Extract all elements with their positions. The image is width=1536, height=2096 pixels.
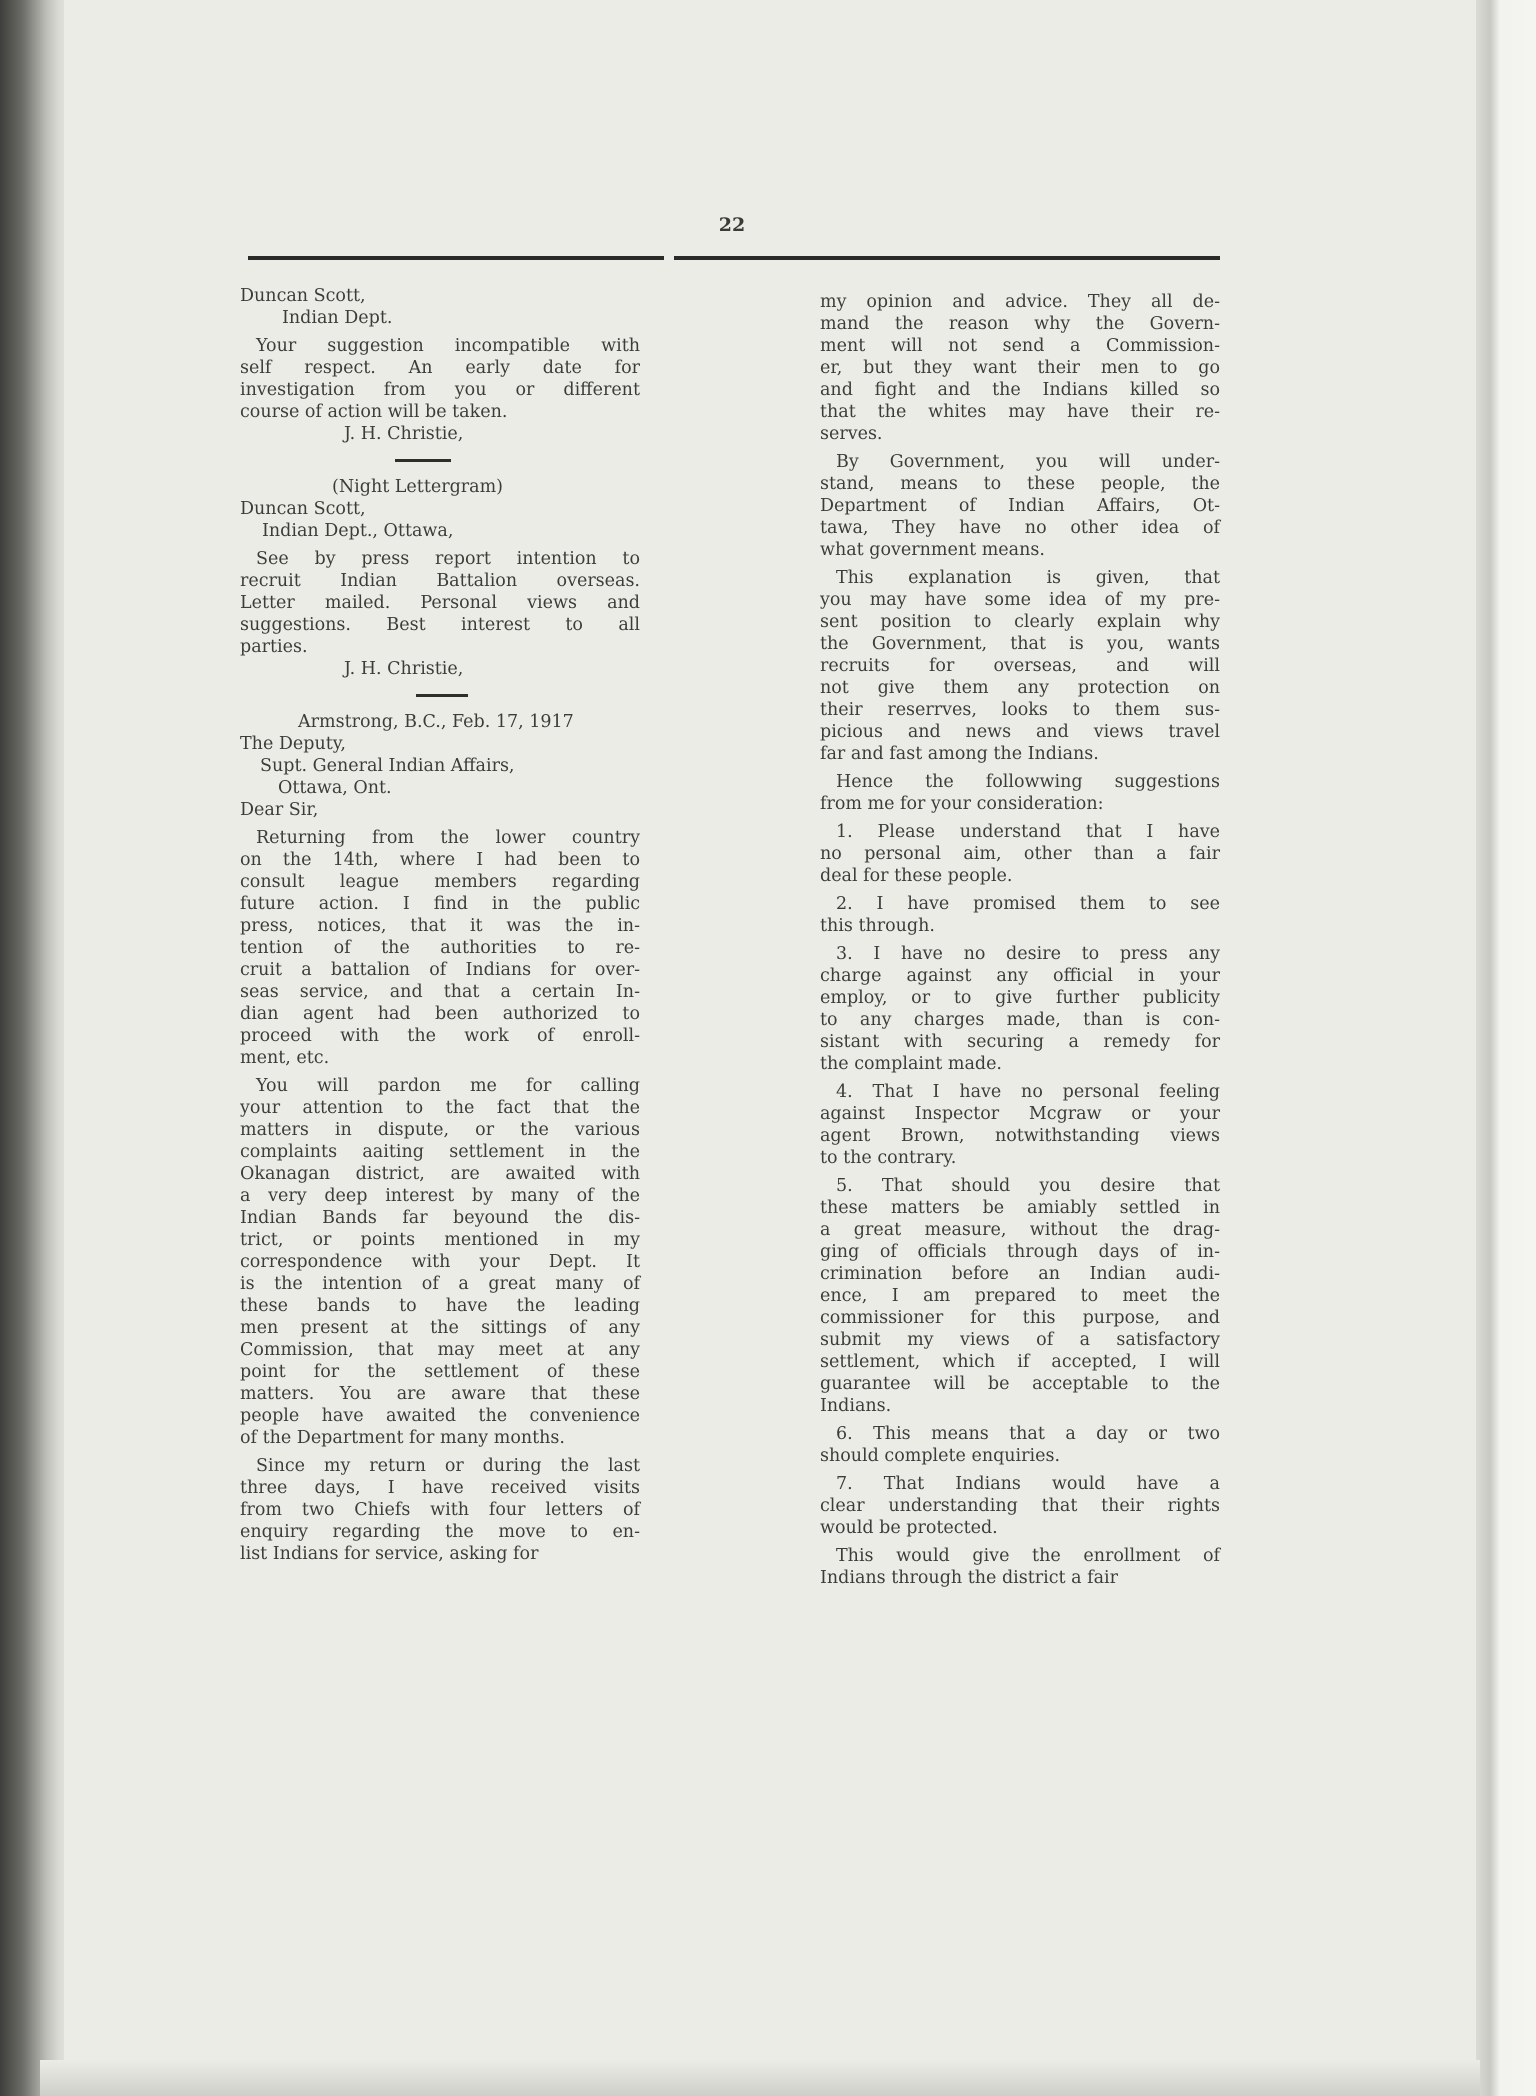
right-column — [820, 285, 1220, 1589]
text-line: recruits for overseas, and will — [820, 656, 1220, 676]
text-line: Supt. General Indian Affairs, — [260, 756, 515, 776]
text-line: three days, I have received visits — [240, 1478, 640, 1498]
text-line: press, notices, that it was the in- — [240, 916, 640, 936]
text-line: these bands to have the leading — [240, 1296, 640, 1316]
text-line: proceed with the work of enroll- — [240, 1026, 640, 1046]
paragraph — [820, 1473, 1220, 1539]
text-line: recruit Indian Battalion overseas. — [240, 571, 640, 591]
text-line: enquiry regarding the move to en- — [240, 1522, 640, 1542]
paragraph — [820, 567, 1220, 765]
left-column — [240, 285, 640, 1565]
text-line: settlement, which if accepted, I will — [820, 1352, 1220, 1372]
text-line: Indian Dept. — [282, 308, 393, 328]
text-line: Indian Bands far beyound the dis- — [240, 1208, 640, 1228]
document-page — [64, 0, 1476, 2096]
text-line: of the Department for many months. — [240, 1428, 565, 1448]
text-line: clear understanding that their rights — [820, 1496, 1220, 1516]
text-line: crimination before an Indian audi- — [820, 1264, 1220, 1284]
text-line: 5. That should you desire that — [836, 1176, 1220, 1196]
text-line: from me for your consideration: — [820, 794, 1104, 814]
text-line: the complaint made. — [820, 1054, 1002, 1074]
text-line: employ, or to give further publicity — [820, 988, 1220, 1008]
paragraph — [820, 771, 1220, 815]
text-line: suggestions. Best interest to all — [240, 615, 640, 635]
separator-rule — [416, 694, 468, 697]
paragraph — [240, 1075, 640, 1449]
paragraph — [820, 451, 1220, 561]
text-line: 4. That I have no personal feeling — [836, 1082, 1220, 1102]
text-line: their reserrves, looks to them sus- — [820, 700, 1220, 720]
text-line: Okanagan district, are awaited with — [240, 1164, 640, 1184]
text-line: to the contrary. — [820, 1148, 957, 1168]
page-number: 22 — [718, 214, 746, 236]
text-line: a great measure, without the drag- — [820, 1220, 1220, 1240]
text-line: Armstrong, B.C., Feb. 17, 1917 — [298, 712, 574, 732]
text-line: that the whites may have their re- — [820, 402, 1220, 422]
text-line: investigation from you or different — [240, 380, 640, 400]
paragraph — [240, 335, 640, 423]
text-line: would be protected. — [820, 1518, 998, 1538]
text-line: er, but they want their men to go — [820, 358, 1220, 378]
separator-rule — [395, 459, 451, 462]
text-line: 1. Please understand that I have — [836, 822, 1220, 842]
text-line: tawa, They have no other idea of — [820, 518, 1220, 538]
paragraph — [820, 1545, 1220, 1589]
paragraph — [820, 291, 1220, 445]
text-line: Duncan Scott, — [240, 286, 366, 306]
text-line: You will pardon me for calling — [256, 1076, 640, 1096]
text-line: stand, means to these people, the — [820, 474, 1220, 494]
text-line: 2. I have promised them to see — [836, 894, 1220, 914]
text-line: and fight and the Indians killed so — [820, 380, 1220, 400]
text-line: men present at the sittings of any — [240, 1318, 640, 1338]
paragraph — [820, 1081, 1220, 1169]
paragraph — [820, 893, 1220, 937]
text-line: the Government, that is you, wants — [820, 634, 1220, 654]
paragraph — [240, 1455, 640, 1565]
text-line: a very deep interest by many of the — [240, 1186, 640, 1206]
text-line: self respect. An early date for — [240, 358, 640, 378]
text-line: J. H. Christie, — [344, 424, 464, 444]
text-line: my opinion and advice. They all de- — [820, 292, 1220, 312]
text-line: your attention to the fact that the — [240, 1098, 640, 1118]
text-line: tention of the authorities to re- — [240, 938, 640, 958]
paragraph — [240, 548, 640, 658]
text-line: Returning from the lower country — [256, 828, 640, 848]
text-line: consult league members regarding — [240, 872, 640, 892]
text-line: ging of officials through days of in- — [820, 1242, 1220, 1262]
text-line: mand the reason why the Govern- — [820, 314, 1220, 334]
paragraph — [820, 1175, 1220, 1417]
text-line: The Deputy, — [240, 734, 346, 754]
text-line: correspondence with your Dept. It — [240, 1252, 640, 1272]
text-line: dian agent had been authorized to — [240, 1004, 640, 1024]
text-line: matters. You are aware that these — [240, 1384, 640, 1404]
page-edge-shadow — [1476, 0, 1536, 2096]
text-line: Letter mailed. Personal views and — [240, 593, 640, 613]
text-line: submit my views of a satisfactory — [820, 1330, 1220, 1350]
text-line: commissioner for this purpose, and — [820, 1308, 1220, 1328]
text-line: ence, I am prepared to meet the — [820, 1286, 1220, 1306]
text-line: Duncan Scott, — [240, 499, 366, 519]
text-line: deal for these people. — [820, 866, 1013, 886]
text-line: far and fast among the Indians. — [820, 744, 1099, 764]
paragraph — [240, 827, 640, 1069]
text-line: no personal aim, other than a fair — [820, 844, 1220, 864]
paragraph — [820, 821, 1220, 887]
text-line: charge against any official in your — [820, 966, 1220, 986]
text-line: J. H. Christie, — [344, 659, 464, 679]
text-line: Your suggestion incompatible with — [256, 336, 640, 356]
text-line: picious and news and views travel — [820, 722, 1220, 742]
text-line: serves. — [820, 424, 883, 444]
text-line: See by press report intention to — [256, 549, 640, 569]
bottom-shadow — [40, 2060, 1480, 2096]
text-line: this through. — [820, 916, 935, 936]
text-line: ment will not send a Commission- — [820, 336, 1220, 356]
text-line: By Government, you will under- — [836, 452, 1220, 472]
text-line: you may have some idea of my pre- — [820, 590, 1220, 610]
text-line: sistant with securing a remedy for — [820, 1032, 1220, 1052]
text-line: Indian Dept., Ottawa, — [262, 521, 454, 541]
text-line: to any charges made, than is con- — [820, 1010, 1220, 1030]
text-line: Ottawa, Ont. — [278, 778, 392, 798]
text-line: Department of Indian Affairs, Ot- — [820, 496, 1220, 516]
text-line: from two Chiefs with four letters of — [240, 1500, 640, 1520]
text-line: future action. I find in the public — [240, 894, 640, 914]
header-rule-right — [674, 256, 1220, 260]
text-line: This would give the enrollment of — [836, 1546, 1220, 1566]
paragraph — [820, 943, 1220, 1075]
text-line: parties. — [240, 637, 308, 657]
text-line: 7. That Indians would have a — [836, 1474, 1220, 1494]
paragraph — [820, 1423, 1220, 1467]
text-line: Indians. — [820, 1396, 892, 1416]
text-line: on the 14th, where I had been to — [240, 850, 640, 870]
text-line: not give them any protection on — [820, 678, 1220, 698]
text-line: Commission, that may meet at any — [240, 1340, 640, 1360]
text-line: (Night Lettergram) — [332, 477, 503, 497]
text-line: point for the settlement of these — [240, 1362, 640, 1382]
text-line: what government means. — [820, 540, 1045, 560]
text-line: Dear Sir, — [240, 800, 319, 820]
text-line: should complete enquiries. — [820, 1446, 1061, 1466]
text-line: is the intention of a great many of — [240, 1274, 640, 1294]
text-line: complaints aaiting settlement in the — [240, 1142, 640, 1162]
text-line: seas service, and that a certain In- — [240, 982, 640, 1002]
text-line: ment, etc. — [240, 1048, 330, 1068]
text-line: 3. I have no desire to press any — [836, 944, 1220, 964]
text-line: sent position to clearly explain why — [820, 612, 1220, 632]
text-line: agent Brown, notwithstanding views — [820, 1126, 1220, 1146]
text-line: list Indians for service, asking for — [240, 1544, 539, 1564]
text-line: these matters be amiably settled in — [820, 1198, 1220, 1218]
text-line: trict, or points mentioned in my — [240, 1230, 640, 1250]
text-line: 6. This means that a day or two — [836, 1424, 1220, 1444]
header-rule-left — [248, 256, 664, 260]
text-line: people have awaited the convenience — [240, 1406, 640, 1426]
text-line: against Inspector Mcgraw or your — [820, 1104, 1220, 1124]
text-line: Hence the followwing suggestions — [836, 772, 1220, 792]
text-line: matters in dispute, or the various — [240, 1120, 640, 1140]
text-line: cruit a battalion of Indians for over- — [240, 960, 640, 980]
text-line: course of action will be taken. — [240, 402, 508, 422]
text-line: guarantee will be acceptable to the — [820, 1374, 1220, 1394]
text-line: This explanation is given, that — [836, 568, 1220, 588]
text-line: Indians through the district a fair — [820, 1568, 1119, 1588]
text-line: Since my return or during the last — [256, 1456, 640, 1476]
